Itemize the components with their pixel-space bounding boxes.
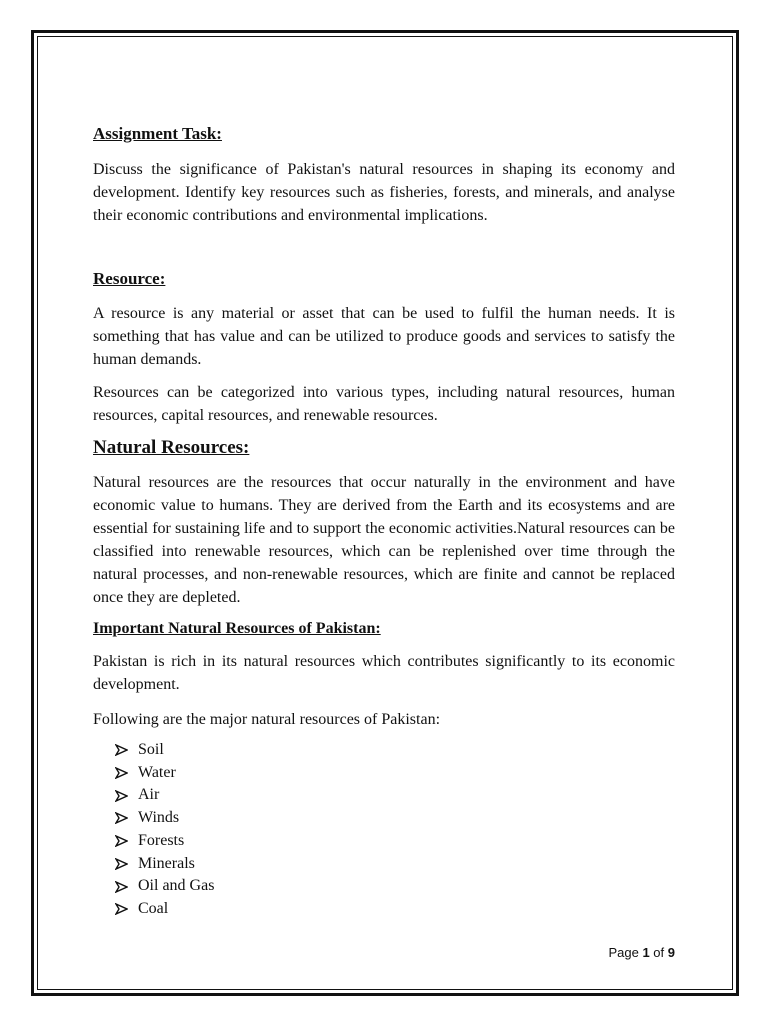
resource-paragraph-1: A resource is any material or asset that can be used to fulfil the human needs. It is something that has value and can be utilized to produce goods and services to satisfy the human demands. <box>93 305 675 368</box>
list-item <box>115 875 675 898</box>
list-item <box>115 807 675 830</box>
list-item-label: Forests <box>138 831 185 849</box>
arrow-bullet-icon <box>115 881 128 893</box>
natural-resources-text: Natural resources are the resources that occur naturally in the environment and have economic value to humans. They are derived from the Earth and its ecosystems and are essential for sustaining life and to support the economic activities.Natural resources can be classified into renewable resources, which can be replenished over time through the natural processes, and non-renewable resources, which are finite and cannot be replaced once they are depleted. <box>93 474 675 606</box>
page-number-footer <box>608 945 675 960</box>
list-item-label: Air <box>138 786 160 804</box>
list-item <box>115 762 675 785</box>
list-item <box>115 830 675 853</box>
list-item-label: Soil <box>138 741 164 758</box>
assignment-heading: Assignment Task: <box>93 124 222 143</box>
list-item <box>115 853 675 876</box>
resources-list <box>93 739 675 921</box>
resource-heading: Resource: <box>93 269 166 288</box>
arrow-bullet-icon <box>115 767 128 779</box>
page-total: 9 <box>667 945 675 960</box>
list-item-label: Oil and Gas <box>138 877 215 895</box>
important-resources-heading: Important Natural Resources of Pakistan: <box>93 620 381 637</box>
list-item <box>115 739 675 762</box>
important-paragraph-2: Following are the major natural resources of Pakistan: <box>93 711 441 728</box>
arrow-bullet-icon <box>115 812 128 824</box>
document-body <box>93 124 675 921</box>
list-item-label: Minerals <box>138 854 195 872</box>
arrow-bullet-icon <box>115 903 128 915</box>
list-item <box>115 784 675 807</box>
important-paragraph-1: Pakistan is rich in its natural resources which contributes significantly to its economic development. <box>93 653 675 693</box>
arrow-bullet-icon <box>115 744 128 756</box>
assignment-text: Discuss the significance of Pakistan's natural resources in shaping its economy and development. Identify key resources such as fisheries, forests, and minerals, and analyse their economic contributions and environmental implications. <box>93 161 675 224</box>
natural-resources-heading: Natural Resources: <box>93 437 250 458</box>
arrow-bullet-icon <box>115 835 128 847</box>
arrow-bullet-icon <box>115 790 128 802</box>
list-item <box>115 898 675 921</box>
page-label: Page <box>608 945 639 960</box>
resource-paragraph-2: Resources can be categorized into various types, including natural resources, human resources, capital resources, and renewable resources. <box>93 384 675 424</box>
of-label: of <box>653 945 665 960</box>
list-item-label: Coal <box>138 899 169 917</box>
page-current: 1 <box>642 945 650 960</box>
list-item-label: Water <box>138 763 176 781</box>
arrow-bullet-icon <box>115 858 128 870</box>
list-item-label: Winds <box>138 809 180 827</box>
